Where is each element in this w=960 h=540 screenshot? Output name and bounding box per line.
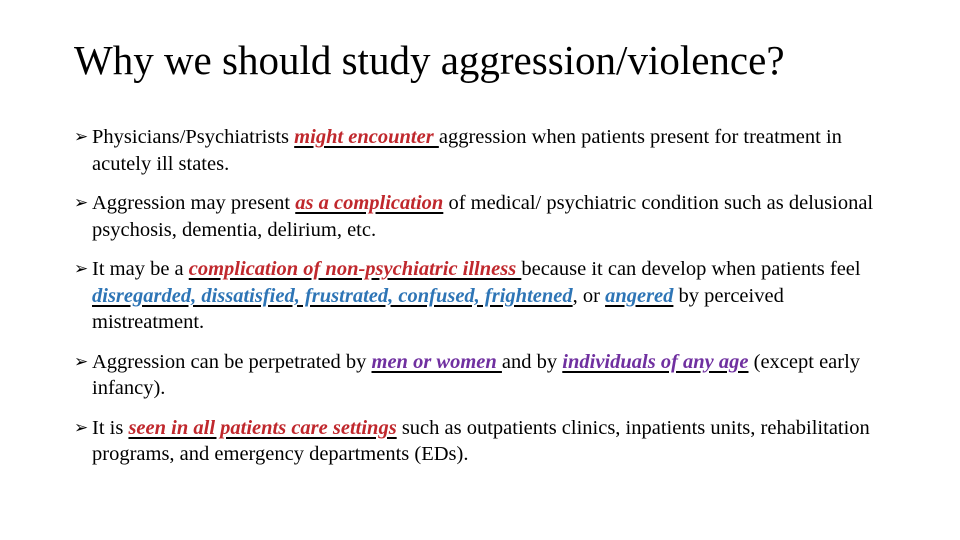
bullet-item bbox=[74, 256, 894, 336]
emphasis-text: complication of non-psychiatric illness bbox=[188, 258, 522, 280]
bullet-item bbox=[74, 415, 894, 468]
bullet-text: such as outpatients clinics, inpatients units, rehabilitation programs, and emergency departments (EDs). bbox=[92, 416, 870, 465]
bullet-list bbox=[74, 124, 894, 468]
slide-title: Why we should study aggression/violence? bbox=[74, 37, 785, 83]
arrowhead-bullet-icon: ➢ bbox=[74, 127, 89, 147]
arrowhead-bullet-icon: ➢ bbox=[74, 193, 89, 213]
bullet-text: of medical/ psychiatric condition such as delusional psychosis, dementia, delirium, etc. bbox=[92, 192, 874, 241]
bullet-item bbox=[74, 124, 894, 177]
bullet-item bbox=[74, 190, 894, 243]
emphasis-text: men or women bbox=[371, 350, 502, 373]
emphasis-text: seen in all patients care settings bbox=[128, 416, 397, 439]
bullet-text: and by bbox=[501, 350, 563, 373]
bullet-text: Aggression may present bbox=[92, 192, 296, 214]
bullet-text: because it can develop when patients feel bbox=[521, 258, 861, 280]
bullet-text: aggression when patients present for treatment in acutely ill states. bbox=[92, 126, 842, 175]
emphasis-text: disregarded, dissatisfied, frustrated, confused, frightened bbox=[92, 284, 573, 307]
emphasis-text: individuals of any age bbox=[562, 350, 749, 373]
bullet-text: It is bbox=[92, 416, 129, 439]
bullet-text: (except early infancy). bbox=[92, 350, 861, 399]
bullet-text: , or bbox=[572, 284, 606, 307]
emphasis-text: as a complication bbox=[295, 192, 444, 214]
arrowhead-bullet-icon: ➢ bbox=[74, 351, 89, 372]
emphasis-text: might encounter bbox=[294, 126, 439, 148]
bullet-text: It may be a bbox=[92, 258, 189, 280]
arrowhead-bullet-icon: ➢ bbox=[74, 259, 89, 279]
emphasis-text: angered bbox=[605, 284, 674, 307]
bullet-text: Aggression can be perpetrated by bbox=[92, 350, 372, 373]
arrowhead-bullet-icon: ➢ bbox=[74, 417, 89, 438]
bullet-text: Physicians/Psychiatrists bbox=[92, 126, 295, 148]
bullet-item bbox=[74, 349, 894, 402]
bullet-text: by perceived mistreatment. bbox=[92, 284, 784, 333]
